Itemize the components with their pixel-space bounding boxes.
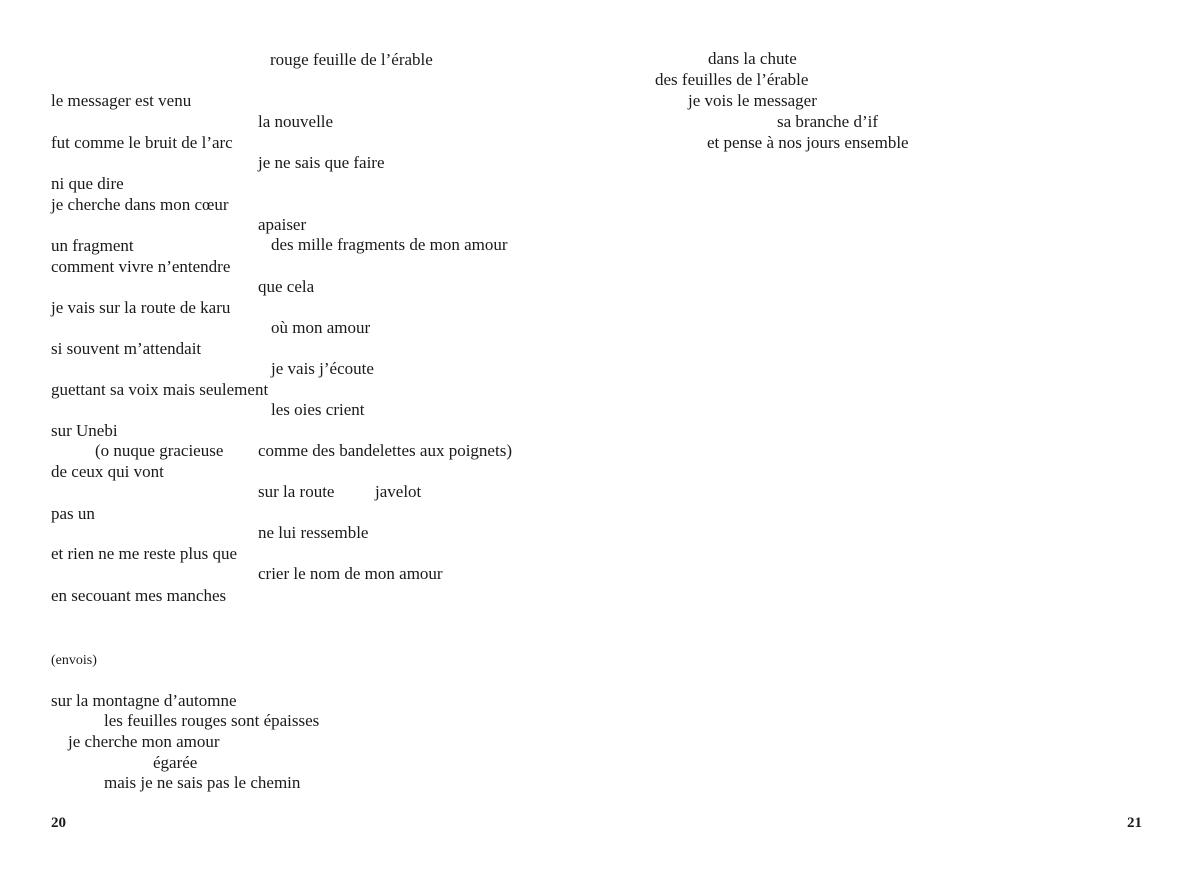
right-page: [600, 0, 1200, 878]
poem-line: je vois le messager: [688, 91, 817, 110]
poem-line: en secouant mes manches: [51, 586, 227, 605]
poem-line: où mon amour: [271, 318, 371, 337]
poem-line: des mille fragments de mon amour: [271, 235, 508, 254]
page-number-right: 21: [1127, 815, 1142, 831]
poem-line: comme des bandelettes aux poignets): [258, 441, 512, 460]
poem-line: un fragment: [51, 236, 134, 255]
poem-line: ne lui ressemble: [258, 523, 369, 542]
poem-line: dans la chute: [708, 49, 797, 68]
envois-line: égarée: [153, 753, 198, 772]
poem-line: je vais sur la route de karu: [51, 298, 231, 317]
poem-line: de ceux qui vont: [51, 462, 164, 481]
poem-line: et pense à nos jours ensemble: [707, 133, 909, 152]
poem-line: sa branche d’if: [777, 112, 879, 131]
poem-line: apaiser: [258, 215, 307, 234]
poem-line: que cela: [258, 277, 315, 296]
poem-line: des feuilles de l’érable: [655, 70, 809, 89]
poem-line: fut comme le bruit de l’arc: [51, 133, 233, 152]
poem-line: ni que dire: [51, 174, 124, 193]
poem-line: si souvent m’attendait: [51, 339, 202, 358]
envois-label: (envois): [51, 653, 97, 668]
poem-line: comment vivre n’entendre: [51, 257, 231, 276]
envois-line: mais je ne sais pas le chemin: [104, 773, 301, 792]
poem-line: la nouvelle: [258, 112, 334, 131]
poem-line: et rien ne me reste plus que: [51, 544, 237, 563]
poem-line: le messager est venu: [51, 91, 192, 110]
poem-line: sur Unebi: [51, 421, 118, 440]
poem-line: pas un: [51, 504, 95, 523]
poem-line: les oies crient: [271, 400, 365, 419]
poem-title: rouge feuille de l’érable: [270, 50, 433, 69]
poem-line: (o nuque gracieuse: [95, 441, 224, 460]
poem-line: crier le nom de mon amour: [258, 564, 443, 583]
poem-line: je vais j’écoute: [271, 359, 374, 378]
envois-line: les feuilles rouges sont épaisses: [104, 711, 320, 730]
poem-line: je ne sais que faire: [258, 153, 385, 172]
envois-line: je cherche mon amour: [68, 732, 220, 751]
poem-line: je cherche dans mon cœur: [51, 195, 229, 214]
poem-line: guettant sa voix mais seulement: [51, 380, 269, 399]
envois-line: sur la montagne d’automne: [51, 691, 237, 710]
poem-line: javelot: [375, 482, 422, 501]
poem-line: sur la route: [258, 482, 335, 501]
page-number-left: 20: [51, 815, 66, 831]
